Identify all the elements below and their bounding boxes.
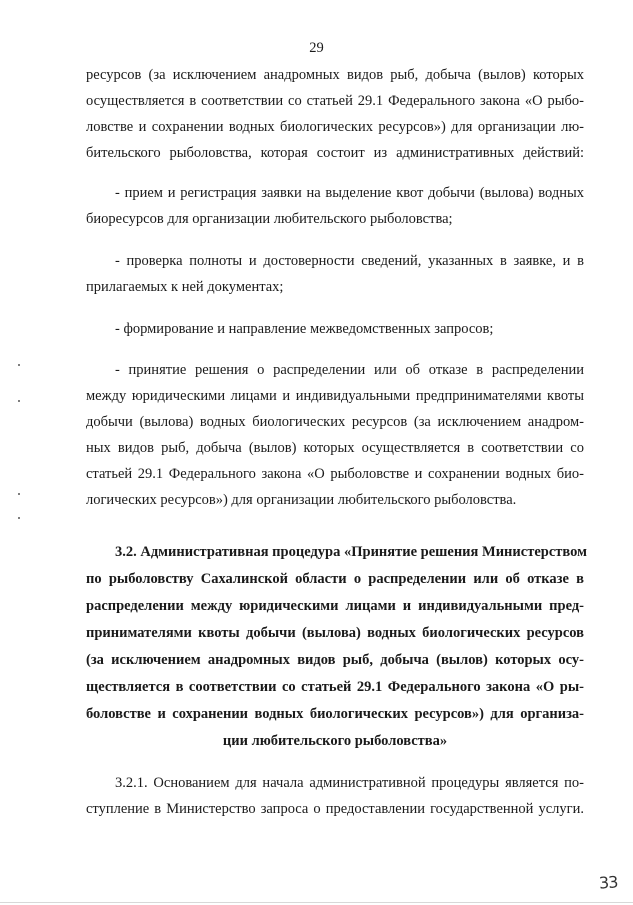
paragraph-line: ловстве и сохранении водных биологических ресурсов») для организации лю- xyxy=(86,119,584,135)
list-item-line: - формирование и направление межведомственных запросов; xyxy=(115,321,494,337)
margin-speck xyxy=(18,493,20,495)
paragraph-line: осуществляется в соответствии со статьей 29.1 Федерального закона «О рыбо- xyxy=(86,93,584,109)
section-heading-line: 3.2. Административная процедура «Принятие решения Министерством xyxy=(115,544,587,560)
margin-speck xyxy=(18,400,20,402)
list-item-line: - прием и регистрация заявки на выделение квот добычи (вылова) водных xyxy=(115,185,584,201)
section-heading-line: принимателями квоты добычи (вылова) водных биологических ресурсов xyxy=(86,625,584,641)
list-item-line: прилагаемых к ней документах; xyxy=(86,279,284,295)
list-item-line: ных видов рыб, добыча (вылов) которых осуществляется в соответствии со xyxy=(86,440,584,456)
section-heading-line: (за исключением анадромных видов рыб, добыча (вылов) которых осу- xyxy=(86,652,584,668)
section-heading-line: по рыболовству Сахалинской области о распределении или об отказе в xyxy=(86,571,584,587)
handwritten-page-mark: 33 xyxy=(598,872,618,893)
margin-speck xyxy=(18,517,20,519)
list-item-line: добычи (вылова) водных биологических ресурсов (за исключением анадром- xyxy=(86,414,584,430)
paragraph-line: ресурсов (за исключением анадромных видов рыб, добыча (вылов) которых xyxy=(86,67,584,83)
section-heading-line: ции любительского рыболовства» xyxy=(222,733,448,749)
list-item-line: статьей 29.1 Федерального закона «О рыболовстве и сохранении водных био- xyxy=(86,466,584,482)
page-number: 29 xyxy=(309,40,324,56)
list-item-line: логических ресурсов») для организации любительского рыболовства. xyxy=(86,492,517,508)
paragraph-line: ступление в Министерство запроса о предоставлении государственной услуги. xyxy=(86,801,584,817)
margin-speck xyxy=(18,364,20,366)
paragraph-line: 3.2.1. Основанием для начала административной процедуры является по- xyxy=(115,775,584,791)
bottom-rule xyxy=(0,902,633,903)
section-heading-line: боловстве и сохранении водных биологических ресурсов») для организа- xyxy=(86,706,584,722)
list-item-line: - принятие решения о распределении или об отказе в распределении xyxy=(115,362,584,378)
list-item-line: между юридическими лицами и индивидуальными предпринимателями квоты xyxy=(86,388,584,404)
paragraph-line: бительского рыболовства, которая состоит из административных действий: xyxy=(86,145,584,161)
list-item-line: биоресурсов для организации любительского рыболовства; xyxy=(86,211,453,227)
section-heading-line: ществляется в соответствии со статьей 29.1 Федерального закона «О ры- xyxy=(86,679,584,695)
section-heading-line: распределении между юридическими лицами и индивидуальными пред- xyxy=(86,598,584,614)
list-item-line: - проверка полноты и достоверности сведений, указанных в заявке, и в xyxy=(115,253,584,269)
